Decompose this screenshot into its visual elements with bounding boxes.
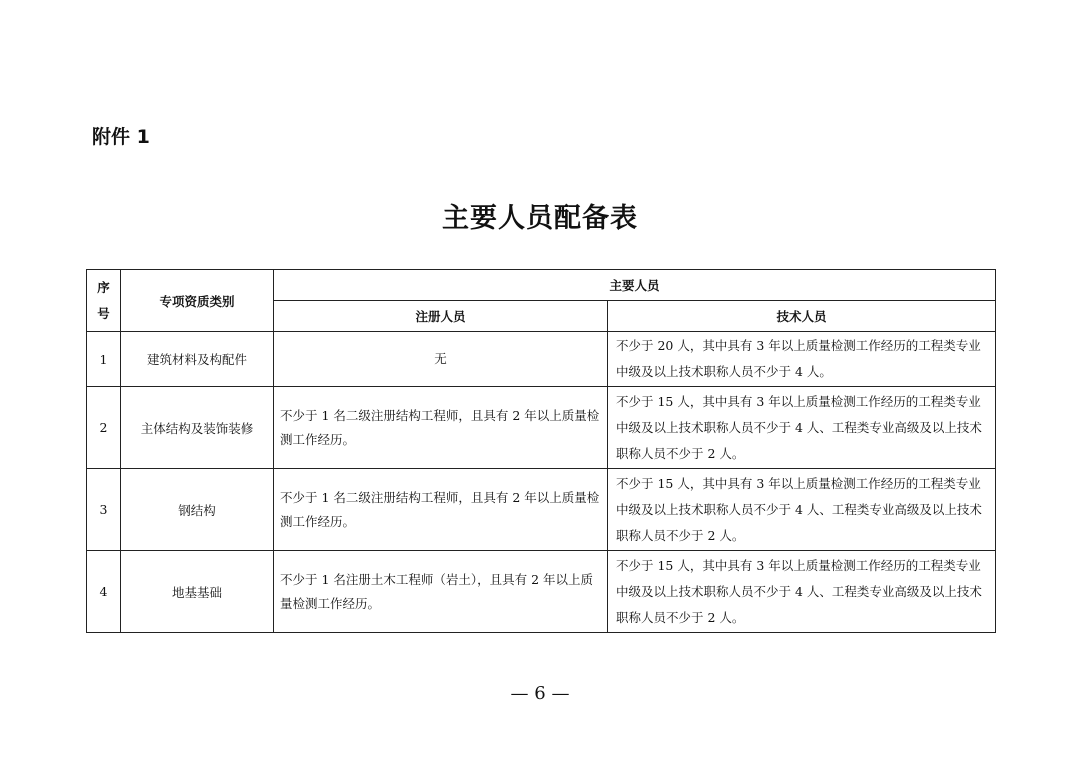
row-number: 2 <box>87 387 121 469</box>
row-registered: 不少于 1 名注册土木工程师（岩土），且具有 2 年以上质量检测工作经历。 <box>274 551 608 633</box>
header-main-staff: 主要人员 <box>274 270 996 301</box>
row-category: 地基基础 <box>121 551 274 633</box>
header-technical-staff: 技术人员 <box>608 301 996 332</box>
document-title: 主要人员配备表 <box>442 203 638 234</box>
row-registered: 无 <box>274 332 608 387</box>
table-row <box>87 469 996 551</box>
row-number: 3 <box>87 469 121 551</box>
staffing-table <box>86 269 996 633</box>
attachment-label: 附件 1 <box>92 126 150 148</box>
row-registered: 不少于 1 名二级注册结构工程师，且具有 2 年以上质量检测工作经历。 <box>274 469 608 551</box>
row-technical: 不少于 20 人，其中具有 3 年以上质量检测工作经历的工程类专业中级及以上技术职称人员不少于 4 人。 <box>608 332 996 387</box>
table-row <box>87 332 996 387</box>
table-row <box>87 387 996 469</box>
row-number: 1 <box>87 332 121 387</box>
header-number: 序 号 <box>87 270 121 332</box>
row-technical: 不少于 15 人，其中具有 3 年以上质量检测工作经历的工程类专业中级及以上技术职称人员不少于 4 人、工程类专业高级及以上技术职称人员不少于 2 人。 <box>608 387 996 469</box>
row-technical: 不少于 15 人，其中具有 3 年以上质量检测工作经历的工程类专业中级及以上技术职称人员不少于 4 人、工程类专业高级及以上技术职称人员不少于 2 人。 <box>608 551 996 633</box>
table-header-row <box>87 270 996 301</box>
row-category: 钢结构 <box>121 469 274 551</box>
table-row <box>87 551 996 633</box>
row-technical: 不少于 15 人，其中具有 3 年以上质量检测工作经历的工程类专业中级及以上技术职称人员不少于 4 人、工程类专业高级及以上技术职称人员不少于 2 人。 <box>608 469 996 551</box>
row-category: 建筑材料及构配件 <box>121 332 274 387</box>
header-registered-staff: 注册人员 <box>274 301 608 332</box>
row-registered: 不少于 1 名二级注册结构工程师，且具有 2 年以上质量检测工作经历。 <box>274 387 608 469</box>
page-number: — 6 — <box>510 683 570 704</box>
header-category: 专项资质类别 <box>121 270 274 332</box>
row-number: 4 <box>87 551 121 633</box>
row-category: 主体结构及装饰装修 <box>121 387 274 469</box>
